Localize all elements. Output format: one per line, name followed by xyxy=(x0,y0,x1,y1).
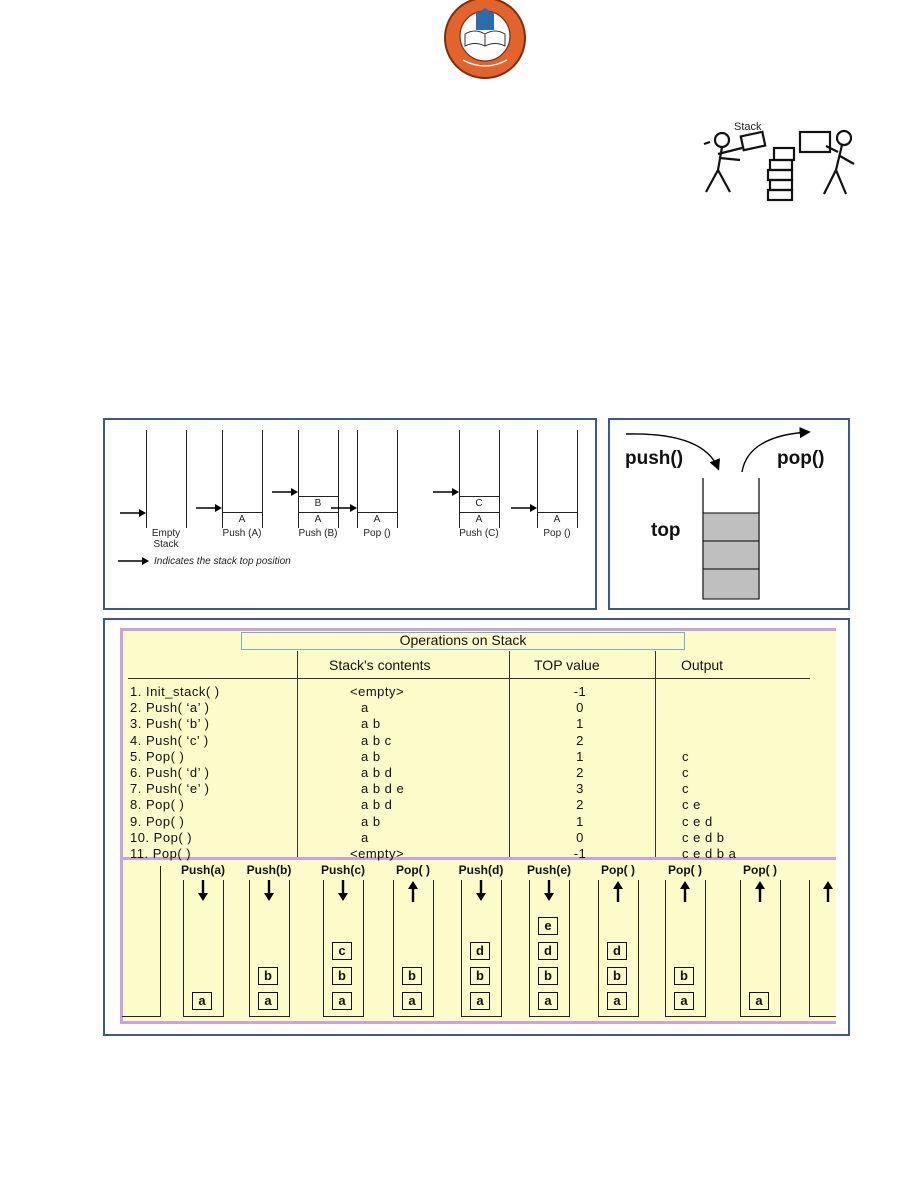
stack-wall xyxy=(433,880,434,1017)
stack-base xyxy=(249,1016,290,1017)
stack-operation-label: Push (B) xyxy=(298,528,338,539)
clipart-label: Stack xyxy=(734,121,762,133)
stack-cell: B xyxy=(314,498,322,509)
top-label: top xyxy=(651,520,681,541)
stack-cell: A xyxy=(373,514,381,525)
stack-item: a xyxy=(674,992,694,1010)
stack-base xyxy=(323,1016,364,1017)
stack-contents: a b d e xyxy=(361,781,405,797)
push-down-arrow-icon xyxy=(263,880,275,902)
stack-operation-label: Push (C) xyxy=(459,528,499,539)
stack-base xyxy=(809,1016,836,1017)
operations-title: Operations on Stack xyxy=(399,632,527,648)
top-value: 2 xyxy=(576,765,584,780)
legend-text: Indicates the stack top position xyxy=(154,556,291,567)
operation-name: 6. Push( ‘d’ ) xyxy=(130,765,210,780)
push-label: push() xyxy=(625,448,684,469)
stack-element xyxy=(703,569,759,599)
stack-base xyxy=(122,1016,161,1017)
stack-base xyxy=(529,1016,570,1017)
stack-wall xyxy=(809,880,810,1017)
stack-op-label: Pop( ) xyxy=(601,863,635,877)
stack-contents: a b xyxy=(361,813,381,829)
stack-wall xyxy=(323,880,324,1017)
stack-cell-line xyxy=(459,496,499,497)
top-value: 1 xyxy=(576,716,584,732)
stack-contents: a xyxy=(361,700,369,716)
stack-item: d xyxy=(470,942,490,960)
top-value: -1 xyxy=(573,846,587,861)
stack-wall xyxy=(705,880,706,1017)
operation-name: 10. Pop( ) xyxy=(130,829,193,845)
stack-item: b xyxy=(607,967,627,985)
stack-contents: a b xyxy=(361,748,381,764)
stack-clipart xyxy=(696,118,866,204)
pop-up-arrow-icon xyxy=(822,880,834,902)
stack-wall xyxy=(249,880,250,1017)
stack-contents: a b xyxy=(361,716,381,732)
stack-item: b xyxy=(402,967,422,985)
stack-item: b xyxy=(538,967,558,985)
output-value: c xyxy=(682,765,689,780)
stack-item: c xyxy=(332,942,352,960)
stack-item: a xyxy=(402,992,422,1010)
stack-operation-label: Push (A) xyxy=(222,528,262,539)
top-arrow-icon xyxy=(120,508,146,518)
top-arrow-icon xyxy=(433,487,459,497)
stack-wall xyxy=(740,880,741,1017)
stack-cell: A xyxy=(238,514,246,525)
top-value: 3 xyxy=(576,781,584,797)
push-down-arrow-icon xyxy=(543,880,555,902)
output-value: c e xyxy=(682,797,701,813)
stack-item: d xyxy=(607,942,627,960)
stack-operation-label: Pop () xyxy=(363,528,391,539)
stack-cell: A xyxy=(475,514,483,525)
stack-wall xyxy=(146,430,147,528)
stack-item: d xyxy=(538,942,558,960)
top-arrow-icon xyxy=(196,503,222,513)
stack-op-label: Push(e) xyxy=(526,863,571,877)
pop-up-arrow-icon xyxy=(407,880,419,902)
operation-name: 5. Pop( ) xyxy=(130,748,185,764)
stack-wall xyxy=(577,430,578,528)
stack-wall xyxy=(397,430,398,528)
stack-op-label: Pop( ) xyxy=(743,863,777,877)
stack-contents: a b d xyxy=(361,797,393,813)
stack-top-diagram xyxy=(103,418,597,610)
stack-contents: <empty> xyxy=(350,684,405,699)
operation-name: 8. Pop( ) xyxy=(130,797,185,813)
push-pop-diagram xyxy=(608,418,850,610)
university-seal-logo xyxy=(443,0,527,80)
stack-contents: <empty> xyxy=(350,846,405,861)
top-arrow-icon xyxy=(331,503,357,513)
stack-cell-line xyxy=(357,512,397,513)
operation-name: 2. Push( ‘a’ ) xyxy=(130,700,210,716)
top-value: -1 xyxy=(573,684,587,699)
stack-wall xyxy=(160,866,161,1017)
header-stack-contents: Stack's contents xyxy=(329,657,431,673)
operation-name: 3. Push( ‘b’ ) xyxy=(130,716,210,732)
stack-item: a xyxy=(749,992,769,1010)
stack-op-label: Push(b) xyxy=(246,863,292,877)
stack-item: a xyxy=(538,992,558,1010)
pop-up-arrow-icon xyxy=(754,880,766,902)
stack-item: a xyxy=(258,992,278,1010)
stack-item: a xyxy=(192,992,212,1010)
stack-wall xyxy=(183,880,184,1017)
stack-wall xyxy=(501,880,502,1017)
stack-wall xyxy=(393,880,394,1017)
top-arrow-icon xyxy=(272,487,298,497)
stack-contents: a b d xyxy=(361,765,393,780)
stack-op-label: Pop( ) xyxy=(668,863,702,877)
operation-name: 11. Pop( ) xyxy=(130,846,192,861)
stack-wall xyxy=(499,430,500,528)
operation-name: 7. Push( ‘e’ ) xyxy=(130,781,210,797)
stack-item: e xyxy=(538,917,558,935)
stack-wall xyxy=(598,880,599,1017)
stack-wall xyxy=(529,880,530,1017)
stack-base xyxy=(393,1016,434,1017)
stack-wall xyxy=(338,430,339,528)
stack-op-label: Push(a) xyxy=(180,863,225,877)
output-value: c e d b xyxy=(682,829,725,845)
push-down-arrow-icon xyxy=(197,880,209,902)
stack-cell-line xyxy=(298,496,338,497)
stack-base xyxy=(461,1016,502,1017)
stack-item: a xyxy=(470,992,490,1010)
stack-op-label: Pop( ) xyxy=(396,863,430,877)
output-value: c e d b a xyxy=(682,846,737,861)
stack-cell-line xyxy=(222,512,262,513)
stack-element xyxy=(703,513,759,541)
stack-contents: a xyxy=(361,829,369,845)
pop-up-arrow-icon xyxy=(612,880,624,902)
stack-cell-line xyxy=(537,512,577,513)
stack-item: a xyxy=(607,992,627,1010)
stack-op-label: Push(d) xyxy=(458,863,504,877)
top-value: 1 xyxy=(576,748,584,764)
top-value: 0 xyxy=(576,700,584,716)
output-value: c e d xyxy=(682,813,713,829)
output-value: c xyxy=(682,748,689,764)
top-value: 2 xyxy=(576,797,584,813)
stack-base xyxy=(740,1016,781,1017)
stack-item: b xyxy=(470,967,490,985)
top-arrow-icon xyxy=(511,503,537,513)
stack-wall xyxy=(363,880,364,1017)
stack-operation-label: Empty Stack xyxy=(151,528,181,550)
operation-name: 4. Push( ‘c’ ) xyxy=(130,732,209,748)
operations-table-background xyxy=(120,628,836,1024)
stack-wall xyxy=(638,880,639,1017)
push-down-arrow-icon xyxy=(337,880,349,902)
stack-item: b xyxy=(332,967,352,985)
stack-cell-line xyxy=(459,512,499,513)
stack-wall xyxy=(780,880,781,1017)
stack-wall xyxy=(262,430,263,528)
top-value: 0 xyxy=(576,829,584,845)
operation-name: 1. Init_stack( ) xyxy=(130,684,220,699)
stack-op-label: Push(c) xyxy=(320,863,365,877)
legend-arrow-icon xyxy=(118,556,150,566)
stack-base xyxy=(665,1016,706,1017)
stack-element xyxy=(703,541,759,569)
header-top-value: TOP value xyxy=(534,657,600,673)
stack-wall xyxy=(223,880,224,1017)
stack-wall xyxy=(569,880,570,1017)
output-value: c xyxy=(682,781,689,797)
stack-base xyxy=(598,1016,639,1017)
stack-wall xyxy=(461,880,462,1017)
operation-name: 9. Pop( ) xyxy=(130,813,185,829)
stack-cell: A xyxy=(314,514,322,525)
push-down-arrow-icon xyxy=(475,880,487,902)
stack-contents: a b c xyxy=(361,732,392,748)
header-output: Output xyxy=(681,657,724,673)
stack-base xyxy=(183,1016,224,1017)
pop-up-arrow-icon xyxy=(679,880,691,902)
stack-cell: A xyxy=(553,514,561,525)
top-value: 2 xyxy=(576,732,584,748)
stack-item: a xyxy=(332,992,352,1010)
stack-wall xyxy=(665,880,666,1017)
pop-label: pop() xyxy=(777,448,825,469)
stack-wall xyxy=(289,880,290,1017)
stack-item: b xyxy=(258,967,278,985)
stack-cell: C xyxy=(475,498,483,509)
stack-operation-label: Pop () xyxy=(543,528,571,539)
top-value: 1 xyxy=(576,813,584,829)
stack-wall xyxy=(186,430,187,528)
stack-item: b xyxy=(674,967,694,985)
